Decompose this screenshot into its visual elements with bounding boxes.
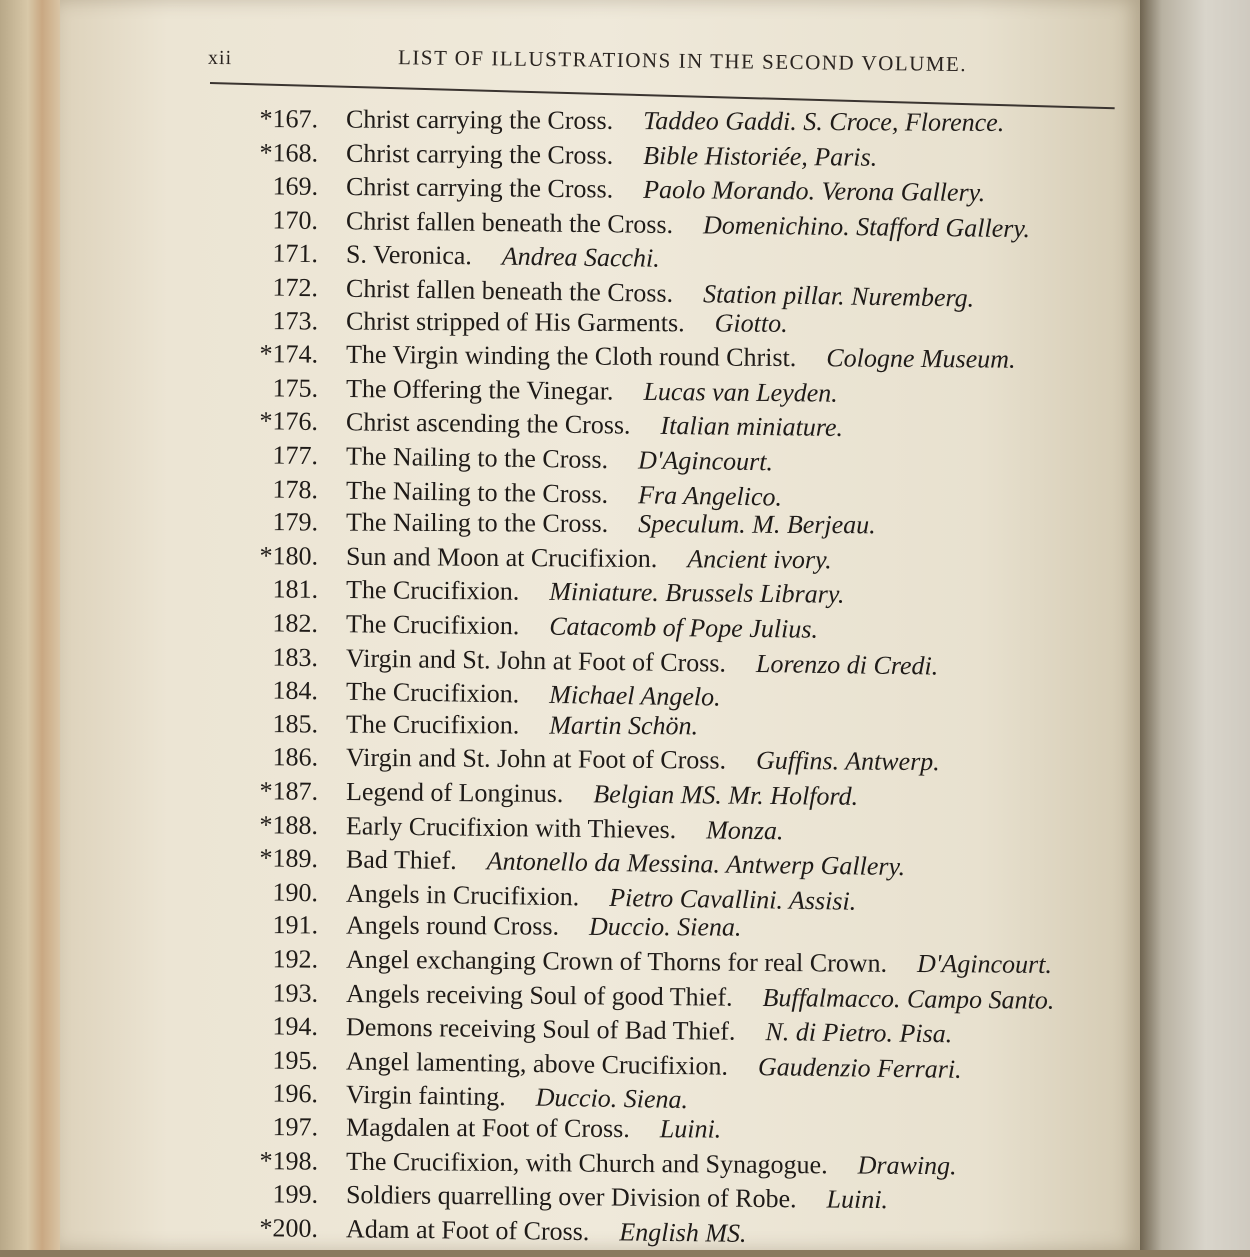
entry-number: 195. [272, 1045, 319, 1075]
entry-number: 179. [272, 507, 319, 537]
entry-number: 199. [272, 1179, 319, 1209]
entry-number: 181. [272, 574, 319, 605]
entry-number: 172. [272, 272, 319, 303]
list-item [238, 709, 1138, 748]
entry-subject: Soldiers quarrelling over Division of Robe. [345, 1180, 797, 1214]
entry-number: *188. [259, 809, 319, 840]
entry-number: 173. [272, 305, 319, 336]
entry-subject: Legend of Longinus. [345, 777, 564, 809]
entry-source: Duccio. Siena. [535, 1083, 689, 1115]
entry-source: D'Agincourt. [637, 445, 774, 477]
entry-number: 192. [272, 944, 319, 974]
entry-subject: Bad Thief. [345, 844, 457, 876]
entry-source: Buffalmacco. Campo Santo. [762, 982, 1055, 1015]
entry-number: 191. [272, 910, 319, 940]
list-item [238, 507, 1138, 546]
entry-source: Lucas van Leyden. [643, 376, 838, 408]
entry-number: 169. [272, 171, 319, 201]
list-item [238, 910, 1138, 949]
entry-source: Giotto. [714, 308, 788, 338]
entry-subject: Angels receiving Soul of good Thief. [345, 978, 733, 1012]
entry-source: Catacomb of Pope Julius. [549, 611, 819, 644]
entry-number: 178. [272, 474, 319, 504]
entry-subject: Angels in Crucifixion. [345, 878, 580, 912]
entry-number: *198. [259, 1145, 319, 1176]
entry-source: Fra Angelico. [637, 479, 783, 512]
header-title: LIST OF ILLUSTRATIONS IN THE SECOND VOLUME. [397, 45, 968, 77]
entry-subject: Christ stripped of His Garments. [345, 306, 685, 337]
list-item [238, 306, 1138, 345]
entry-subject: The Crucifixion. [345, 575, 520, 607]
page-folio: xii [207, 46, 233, 70]
entry-subject: Virgin and St. John at Foot of Cross. [345, 643, 727, 678]
entry-number: *168. [259, 137, 319, 168]
entry-subject: Angels round Cross. [345, 910, 560, 942]
entry-subject: The Crucifixion. [345, 676, 520, 709]
entry-subject: The Nailing to the Cross. [345, 475, 609, 509]
entry-subject: Christ fallen beneath the Cross. [345, 206, 674, 239]
entry-number: 170. [272, 205, 319, 235]
entry-number: *187. [259, 776, 319, 806]
entry-subject: Adam at Foot of Cross. [345, 1214, 590, 1246]
entry-source: Cologne Museum. [826, 343, 1016, 374]
entry-number: 177. [272, 440, 319, 471]
entry-source: Michael Angelo. [549, 680, 721, 712]
entry-number: 196. [272, 1078, 319, 1109]
entry-source: Taddeo Gaddi. S. Croce, Florence. [643, 106, 1005, 138]
entry-source: Duccio. Siena. [588, 912, 742, 943]
entry-number: 185. [272, 708, 319, 739]
entry-source: Ancient ivory. [687, 544, 832, 575]
entry-subject: Christ carrying the Cross. [345, 172, 614, 204]
entry-number: 183. [272, 642, 319, 672]
entry-source: Belgian MS. Mr. Holford. [593, 779, 859, 811]
entry-source: Bible Historiée, Paris. [643, 140, 878, 172]
entry-number: 182. [272, 608, 319, 638]
entry-number: *180. [259, 540, 319, 571]
list-item [238, 104, 1138, 143]
entry-subject: Sun and Moon at Crucifixion. [345, 541, 658, 573]
entry-source: Lorenzo di Credi. [755, 648, 939, 681]
entry-number: 171. [272, 238, 319, 269]
entry-source: English MS. [619, 1217, 747, 1248]
entry-subject: Virgin fainting. [345, 1080, 506, 1112]
entry-number: 197. [272, 1112, 319, 1142]
entry-subject: The Virgin winding the Cloth round Christ. [345, 339, 797, 373]
entry-number: 194. [272, 1011, 319, 1042]
entry-number: *167. [259, 104, 319, 134]
entry-subject: The Nailing to the Cross. [345, 441, 609, 475]
entry-subject: S. Veronica. [345, 239, 473, 271]
entry-subject: Demons receiving Soul of Bad Thief. [345, 1012, 736, 1046]
entry-source: Andrea Sacchi. [501, 241, 660, 274]
entry-source: Gaudenzio Ferrari. [757, 1051, 962, 1084]
entry-source: Martin Schön. [549, 710, 699, 741]
entry-subject: Christ fallen beneath the Cross. [345, 273, 674, 308]
entry-subject: The Crucifixion. [345, 709, 520, 740]
entry-source: Luini. [659, 1114, 722, 1144]
entry-source: Station pillar. Nuremberg. [702, 279, 975, 313]
list-item [238, 1112, 1138, 1151]
entry-number: *174. [259, 339, 319, 369]
entry-subject: Angel exchanging Crown of Thorns for real Crown. [345, 944, 888, 978]
entry-subject: Early Crucifixion with Thieves. [345, 810, 677, 844]
entry-source: Pietro Cavallini. Assisi. [609, 882, 857, 916]
entry-source: N. di Pietro. Pisa. [765, 1017, 953, 1049]
entry-source: Monza. [706, 814, 784, 845]
entry-source: Luini. [826, 1184, 889, 1215]
entry-source: Drawing. [857, 1150, 957, 1180]
entry-number: *176. [259, 406, 319, 437]
entry-number: 190. [272, 877, 319, 908]
entry-source: Miniature. Brussels Library. [549, 577, 845, 610]
entry-number: 186. [272, 742, 319, 772]
entry-number: *200. [259, 1213, 319, 1243]
entry-source: Italian miniature. [660, 411, 844, 443]
entry-source: Domenichino. Stafford Gallery. [702, 210, 1031, 243]
entry-source: Paolo Morando. Verona Gallery. [643, 175, 986, 208]
entry-source: Guffins. Antwerp. [755, 746, 940, 777]
facing-page [1140, 0, 1250, 1250]
entry-number: *189. [259, 843, 319, 874]
entry-subject: The Offering the Vinegar. [345, 373, 614, 406]
entry-subject: Christ carrying the Cross. [345, 138, 614, 170]
entry-number: 184. [272, 675, 319, 706]
entry-subject: The Crucifixion. [345, 609, 520, 641]
entry-number: 193. [272, 977, 319, 1008]
entry-subject: Virgin and St. John at Foot of Cross. [345, 743, 727, 775]
entry-subject: The Nailing to the Cross. [345, 507, 609, 539]
entry-subject: Angel lamenting, above Crucifixion. [345, 1046, 729, 1081]
entry-subject: The Crucifixion, with Church and Synagogue. [345, 1146, 828, 1179]
entry-number: 175. [272, 373, 319, 403]
entry-source: Antonello da Messina. Antwerp Gallery. [486, 846, 906, 882]
entry-subject: Christ ascending the Cross. [345, 407, 631, 440]
entry-source: Speculum. M. Berjeau. [638, 509, 876, 540]
entry-source: D'Agincourt. [916, 948, 1052, 979]
entry-subject: Christ carrying the Cross. [345, 104, 614, 135]
entry-subject: Magdalen at Foot of Cross. [345, 1112, 630, 1144]
